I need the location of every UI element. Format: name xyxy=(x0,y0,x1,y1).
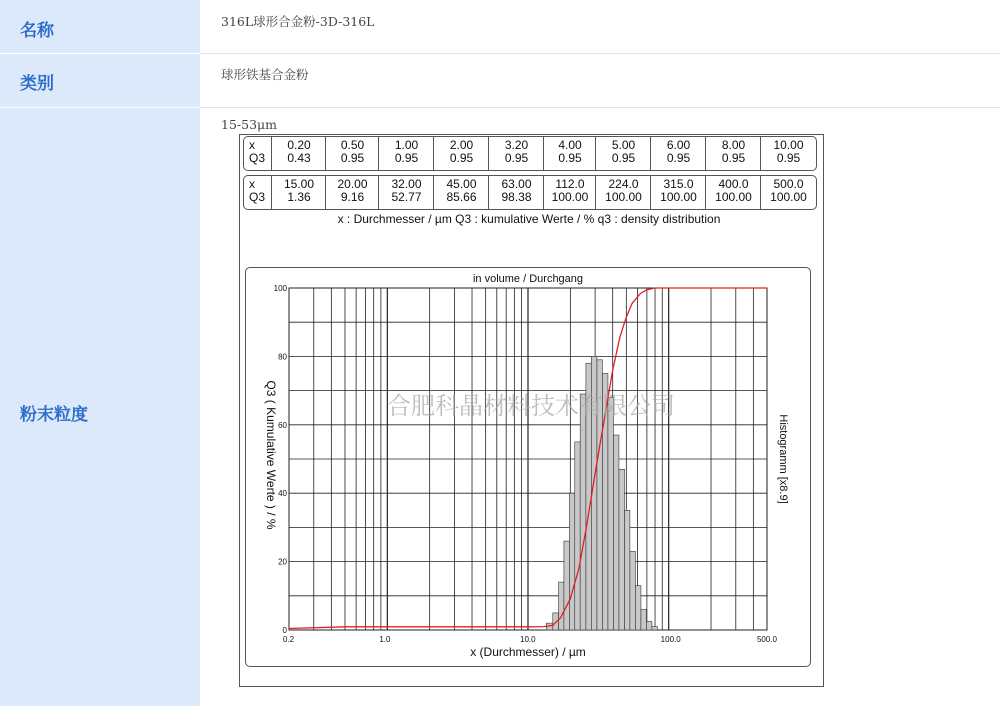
x-axis-label: x (Durchmesser) / µm xyxy=(470,645,586,659)
x-label: x xyxy=(249,138,255,152)
q3-value: 85.66 xyxy=(446,190,477,204)
y-tick-label: 80 xyxy=(278,352,287,362)
histogram-bar xyxy=(613,435,618,630)
x-value: 63.00 xyxy=(501,177,532,191)
y-tick-label: 40 xyxy=(278,489,287,499)
q3-value: 100.00 xyxy=(551,190,589,204)
row-category xyxy=(0,54,1000,107)
table-cell xyxy=(379,178,434,204)
y-axis-label: Q3 ( Kumulative Werte ) / % xyxy=(264,380,278,530)
table-cell xyxy=(272,139,326,165)
q3-value: 0.95 xyxy=(611,151,636,165)
x-tick-label: 10.0 xyxy=(520,635,536,644)
q3-value: 0.95 xyxy=(449,151,474,165)
table-cell xyxy=(761,178,816,204)
q3-label: Q3 xyxy=(249,190,266,204)
table-cell xyxy=(489,139,544,165)
q3-value: 100.00 xyxy=(660,190,697,204)
x-value: 32.00 xyxy=(391,177,422,191)
histogram-bar xyxy=(564,541,570,630)
psd-table-row1 xyxy=(243,136,817,171)
table-cell xyxy=(706,139,761,165)
x-value: 10.00 xyxy=(773,138,804,152)
histogram-bar xyxy=(569,493,574,630)
x-value: 315.0 xyxy=(663,177,694,191)
table-cell xyxy=(272,178,326,204)
q3-value: 100.00 xyxy=(770,190,807,204)
histogram-bar xyxy=(619,469,625,630)
histogram-bar xyxy=(630,551,636,630)
table-cell xyxy=(706,178,761,204)
table-cell xyxy=(596,178,651,204)
q3-value: 100.00 xyxy=(605,190,642,204)
x-tick-label: 1.0 xyxy=(379,635,391,644)
chart-title: in volume / Durchgang xyxy=(472,273,584,285)
y-tick-label: 60 xyxy=(278,420,287,430)
table-cell xyxy=(326,139,379,165)
psd-range: 15-53μm xyxy=(221,117,278,132)
x-value: 5.00 xyxy=(611,138,636,152)
table-cell xyxy=(544,139,596,165)
table-header-x xyxy=(249,178,265,204)
label-cell xyxy=(0,0,200,53)
histogram-bar xyxy=(635,586,641,630)
x-value: 4.00 xyxy=(558,138,582,152)
table-cell xyxy=(651,139,706,165)
x-value: 6.00 xyxy=(666,138,691,152)
table-cell xyxy=(596,139,651,165)
psd-table-legend: x : Durchmesser / µm Q3 : kumulative Werte / % q3 : density distribution xyxy=(337,212,721,226)
label-cell xyxy=(0,108,200,706)
category-label: 类别 xyxy=(20,74,54,94)
x-value: 45.00 xyxy=(446,177,477,191)
histogram-bar xyxy=(624,510,629,630)
table-cell xyxy=(379,139,434,165)
x-label: x xyxy=(249,177,255,191)
x-tick-label: 500.0 xyxy=(756,635,778,644)
q3-value: 0.95 xyxy=(504,151,529,165)
q3-value: 98.38 xyxy=(501,190,532,204)
value-cell xyxy=(200,54,1000,107)
q3-value: 9.16 xyxy=(340,190,365,204)
histogram-bar xyxy=(641,609,647,630)
q3-value: 0.95 xyxy=(558,151,582,165)
x-value: 2.00 xyxy=(449,138,474,152)
x-value: 8.00 xyxy=(721,138,746,152)
table-cell xyxy=(651,178,706,204)
q3-value: 0.95 xyxy=(666,151,691,165)
psd-chart xyxy=(246,268,810,666)
category-value: 球形铁基合金粉 xyxy=(221,67,309,82)
histogram-bar xyxy=(608,397,614,630)
q3-value: 0.95 xyxy=(721,151,746,165)
x-value: 400.0 xyxy=(718,177,749,191)
watermark-text: 合肥科晶材料技术有限公司 xyxy=(387,393,675,420)
value-cell xyxy=(200,0,1000,53)
histogram-bar xyxy=(580,394,586,630)
y-tick-label: 20 xyxy=(278,557,287,567)
table-cell xyxy=(326,178,379,204)
histogram-bar xyxy=(575,442,580,630)
q3-value: 0.95 xyxy=(394,151,419,165)
x-tick-label: 100.0 xyxy=(660,635,681,644)
psd-label: 粉末粒度 xyxy=(20,405,88,425)
table-cell xyxy=(489,178,544,204)
x-value: 0.50 xyxy=(340,138,365,152)
histogram-bar xyxy=(559,582,564,630)
row-name xyxy=(0,0,1000,53)
q3-value: 1.36 xyxy=(287,190,311,204)
q3-label: Q3 xyxy=(249,151,266,165)
name-label: 名称 xyxy=(20,21,54,41)
histogram-axis-label: Histogramm [x8.9] xyxy=(777,414,789,504)
y-tick-label: 100 xyxy=(273,284,287,293)
x-value: 0.20 xyxy=(287,138,311,152)
name-value: 316L球形合金粉-3D-316L xyxy=(221,14,375,29)
y-tick-label: 0 xyxy=(282,626,287,635)
q3-value: 0.95 xyxy=(776,151,801,165)
x-value: 500.0 xyxy=(773,177,804,191)
q3-value: 0.43 xyxy=(287,151,311,165)
histogram-bar xyxy=(652,627,657,630)
x-value: 224.0 xyxy=(608,177,639,191)
table-cell xyxy=(761,139,816,165)
psd-chart-frame xyxy=(245,267,811,667)
table-cell xyxy=(544,178,596,204)
histogram-bar xyxy=(646,621,651,630)
table-cell xyxy=(434,178,489,204)
x-value: 3.20 xyxy=(504,138,529,152)
psd-table-row2 xyxy=(243,175,817,210)
q3-value: 0.95 xyxy=(340,151,365,165)
x-value: 1.00 xyxy=(394,138,419,152)
x-tick-label: 0.2 xyxy=(283,635,295,644)
x-value: 20.00 xyxy=(337,177,368,191)
x-value: 15.00 xyxy=(283,177,315,191)
x-value: 112.0 xyxy=(555,177,585,191)
q3-value: 100.00 xyxy=(715,190,752,204)
table-header-x xyxy=(249,139,265,165)
q3-value: 52.77 xyxy=(391,190,422,204)
table-cell xyxy=(434,139,489,165)
label-cell xyxy=(0,54,200,107)
